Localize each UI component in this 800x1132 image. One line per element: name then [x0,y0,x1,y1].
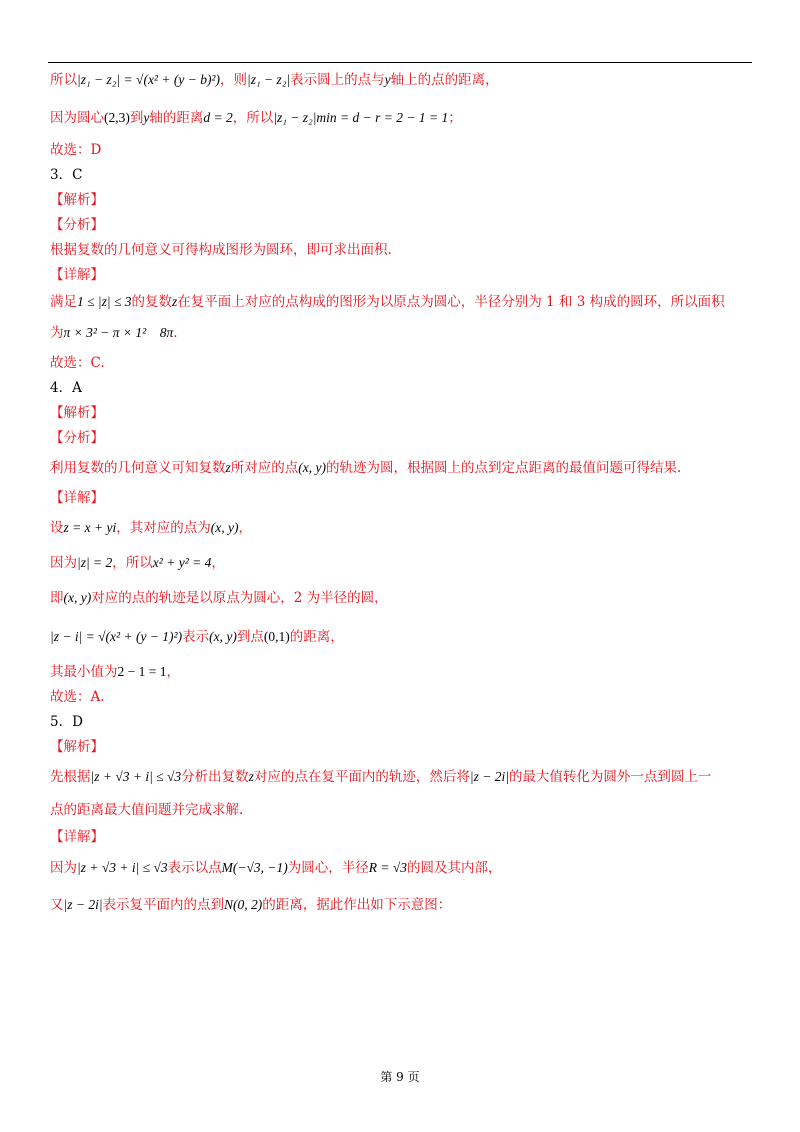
math-expression: z [225,460,231,475]
text-segment: 4．A [50,380,82,396]
text-segment: 因为 [50,555,77,571]
text-segment: 表示 [182,629,210,645]
text-segment: 的距离， [289,629,344,645]
text-segment: 的圆及其内部， [407,860,502,876]
math-expression: (x, y) [210,520,239,535]
math-expression: |z − 2i| [469,769,509,784]
text-segment: 在复平面上对应的点构成的图形为以原点为圆心，半径分别为 1 和 3 构成的圆环，所以面积 [177,294,725,310]
text-segment: 的距离，据此作出如下示意图： [262,897,452,913]
text-segment: 设 [50,520,64,536]
page-number: 第 9 页 [380,1070,420,1084]
text-segment: 因为 [50,860,77,876]
text-segment: 点的距离最大值问题并完成求解. [50,802,244,818]
text-line [50,378,82,398]
text-line [50,767,711,787]
math-expression: (x, y) [63,590,92,605]
text-segment: 为 [50,325,64,341]
text-segment: 对应的点在复平面内的轨迹，然后将 [253,769,470,785]
text-line [50,858,502,878]
text-segment: 【解析】 [50,739,104,755]
math-expression: z [172,294,178,309]
text-segment: 对应的点的轨迹是以原点为圆心，2 为半径的圆， [91,590,388,606]
text-segment: 到点 [236,629,264,645]
text-line [50,737,104,757]
text-segment: 利用复数的几何意义可知复数 [50,460,226,476]
text-segment: 【详解】 [50,829,104,845]
text-segment: ，其对应的点为 [116,520,211,536]
text-line [50,353,105,373]
text-segment: 根据复数的几何意义可得构成图形为圆环，即可求出面积. [50,242,392,258]
text-line [50,165,82,185]
text-line [50,588,388,608]
text-segment: 的复数 [131,294,172,310]
text-segment: ， [238,520,252,536]
math-expression: |z₁ − z₂|min = d − r = 2 − 1 = 1 [273,110,449,125]
text-segment: 【详解】 [50,267,104,283]
text-segment: 为圆心，半径 [287,860,369,876]
text-segment: 又 [50,897,64,913]
text-segment: 所对应的点 [230,460,299,476]
text-line [50,687,105,707]
math-expression: M(−√3, −1) [221,860,288,875]
text-segment: ； [448,110,462,126]
text-segment: 所以 [50,72,77,88]
math-expression: 1 ≤ |z| ≤ 3 [77,294,132,309]
text-segment: 分析出复数 [181,769,249,785]
text-segment: ，则 [219,72,247,88]
text-segment: 先根据 [50,769,91,785]
math-expression: y [143,110,150,125]
text-segment: 【解析】 [50,405,104,421]
math-expression: d = 2 [203,110,233,125]
text-segment: 的轨迹为圆，根据圆上的点到定点距离的最值问题可得结果. [326,460,682,476]
text-line [50,403,104,423]
text-line [50,553,225,573]
math-expression: π × 3² − π × 1² 8π [63,325,174,340]
text-segment: 即 [50,590,64,606]
text-segment: 【分析】 [50,430,104,446]
math-expression: |z| = 2 [77,555,113,570]
text-line [50,458,681,478]
text-segment: 满足 [50,294,77,310]
text-segment: 表示以点 [167,860,222,876]
math-expression: (x, y) [209,629,237,644]
text-line [50,108,462,128]
math-expression: 2 − 1 = 1 [117,664,167,679]
text-segment: 故选：C. [50,355,105,371]
text-line [50,627,344,647]
text-line [50,662,180,682]
math-expression: (x, y) [298,460,326,475]
text-line [50,323,178,343]
math-expression: z [248,769,254,784]
math-expression: z = x + yi [63,520,117,535]
text-line [50,240,392,260]
text-line [50,190,104,210]
text-segment: 【解析】 [50,192,104,208]
text-line [50,800,243,820]
text-segment: ，所以 [112,555,153,571]
text-segment: 故选：A. [50,689,105,705]
text-segment: 因为圆心 [50,110,104,126]
math-expression: |z + √3 + i| ≤ √3 [77,860,168,875]
math-expression: |z − i| = √(x² + (y − 1)²) [50,629,183,644]
text-segment: 表示复平面内的点到 [102,897,225,913]
text-line [50,488,104,508]
text-line [50,428,104,448]
text-segment: 其最小值为 [50,664,118,680]
math-expression: |z − 2i| [63,897,103,912]
math-expression: y [384,72,391,87]
math-expression: |z₁ − z₂| [246,72,291,87]
text-segment: 轴上的点的距离， [390,72,499,88]
text-segment: ，所以 [232,110,274,126]
text-line [50,265,104,285]
math-expression: R = √3 [368,860,408,875]
text-segment: 故选：D [50,142,102,158]
text-segment: ， [166,664,180,680]
text-segment: 轴的距离 [149,110,204,126]
header-rule [48,62,752,63]
text-line [50,70,499,90]
text-segment: 【详解】 [50,490,104,506]
text-line [50,215,104,235]
text-line [50,292,725,312]
text-segment: 表示圆上的点与 [290,72,385,88]
text-line [50,140,101,160]
text-line [50,827,104,847]
text-line [50,518,252,538]
text-segment: 【分析】 [50,217,104,233]
text-segment: 的最大值转化为圆外一点到圆上一 [508,769,712,785]
text-line [50,895,451,915]
text-segment: 到 [129,110,144,126]
math-expression: |z₁ − z₂| = √(x² + (y − b)²) [77,72,220,87]
text-line [50,712,83,732]
text-segment: ， [211,555,225,571]
text-segment: 5．D [50,714,83,730]
math-expression: (0,1) [263,629,290,644]
math-expression: x² + y² = 4 [152,555,212,570]
text-segment: . [173,325,178,341]
math-expression: (2,3) [104,110,130,125]
text-segment: 3．C [50,167,83,183]
math-expression: N(0, 2) [224,897,263,912]
math-expression: |z + √3 + i| ≤ √3 [90,769,182,784]
